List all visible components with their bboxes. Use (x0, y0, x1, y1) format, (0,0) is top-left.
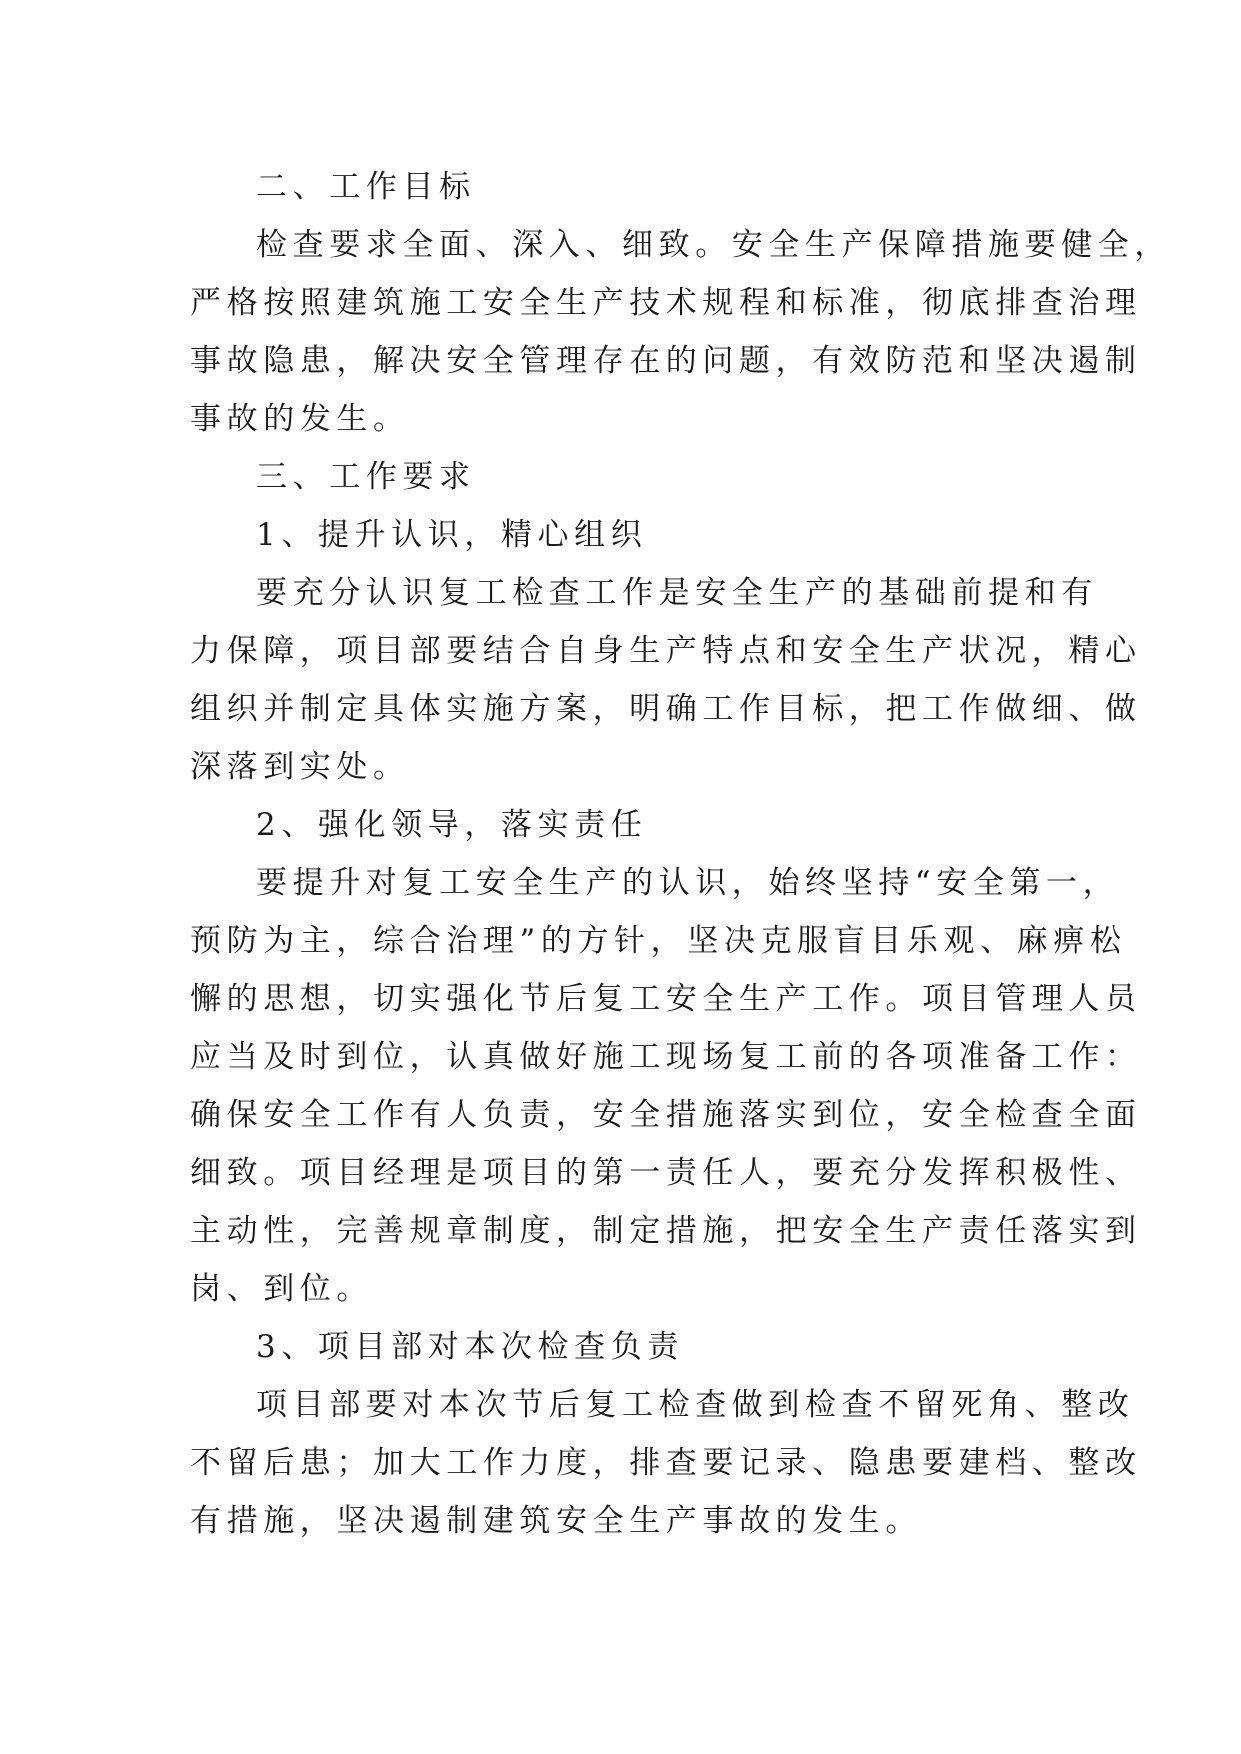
paragraph-line: 力保障，项目部要结合自身生产特点和安全生产状况，精心 (190, 633, 1142, 669)
paragraph-line: 有措施，坚决遏制建筑安全生产事故的发生。 (190, 1503, 922, 1539)
paragraph-line: 组织并制定具体实施方案，明确工作目标，把工作做细、做 (190, 691, 1142, 727)
paragraph-line: 事故隐患，解决安全管理存在的问题，有效防范和坚决遏制 (190, 343, 1142, 379)
paragraph-line: 懈的思想，切实强化节后复工安全生产工作。项目管理人员 (190, 981, 1142, 1017)
section-heading-requirements: 三、工作要求 (256, 459, 476, 495)
subheading-2: 2、强化领导，落实责任 (256, 807, 648, 843)
document-body (190, 158, 1171, 1550)
paragraph-line: 主动性，完善规章制度，制定措施，把安全生产责任落实到 (190, 1213, 1142, 1249)
subheading-1: 1、提升认识，精心组织 (256, 517, 648, 553)
paragraph-line: 事故的发生。 (190, 401, 410, 437)
paragraph-line: 确保安全工作有人负责，安全措施落实到位，安全检查全面 (190, 1097, 1142, 1133)
paragraph-line: 不留后患；加大工作力度，排查要记录、隐患要建档、整改 (190, 1445, 1142, 1481)
paragraph-line: 要充分认识复工检查工作是安全生产的基础前提和有 (256, 575, 1098, 611)
paragraph-line: 严格按照建筑施工安全生产技术规程和标准，彻底排查治理 (190, 285, 1142, 321)
paragraph-line: 要提升对复工安全生产的认识，始终坚持“安全第一， (256, 865, 1120, 901)
paragraph-line: 项目部要对本次节后复工检查做到检查不留死角、整改 (256, 1387, 1135, 1423)
paragraph-line: 细致。项目经理是项目的第一责任人，要充分发挥积极性、 (190, 1155, 1142, 1191)
subheading-3: 3、项目部对本次检查负责 (256, 1329, 684, 1365)
paragraph-line: 检查要求全面、深入、细致。安全生产保障措施要健全， (256, 227, 1171, 263)
paragraph-line: 岗、到位。 (190, 1271, 373, 1307)
paragraph-line: 应当及时到位，认真做好施工现场复工前的各项准备工作： (190, 1039, 1142, 1075)
section-heading-goals: 二、工作目标 (256, 169, 476, 205)
paragraph-line: 深落到实处。 (190, 749, 410, 785)
paragraph-line: 预防为主，综合治理”的方针，坚决克服盲目乐观、麻痹松 (190, 923, 1127, 959)
